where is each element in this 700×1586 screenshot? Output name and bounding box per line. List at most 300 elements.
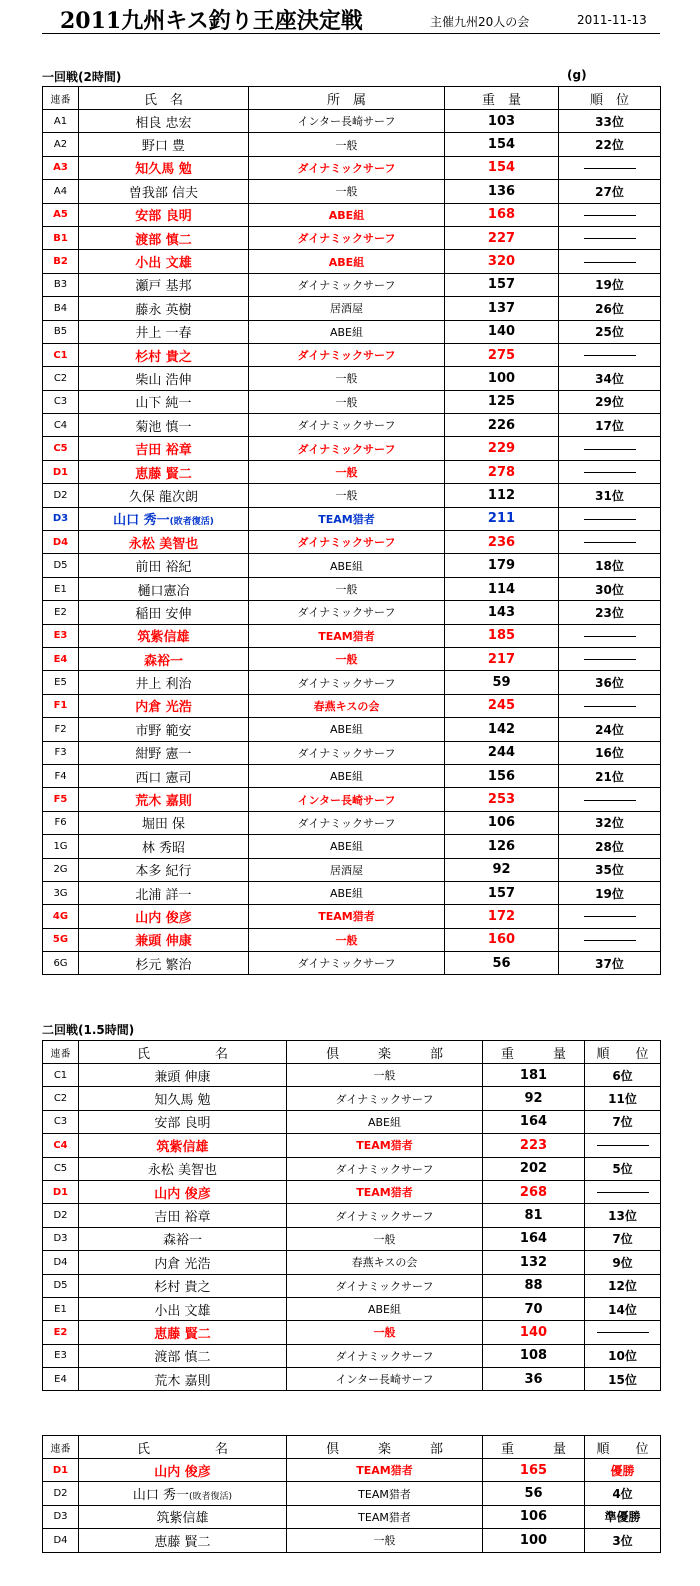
rank-cell [585,1321,661,1344]
entrant-name [79,460,249,483]
entrant-name [79,601,249,624]
entrant-name [79,694,249,717]
club-name: ダイナミックサーフ [287,1157,483,1180]
entry-number: C1 [43,1064,79,1087]
club-name: ABE組 [287,1297,483,1320]
header-underline [42,33,660,34]
club-name: ABE組 [249,881,445,904]
entry-number: F1 [43,694,79,717]
entry-number: D1 [43,1459,79,1482]
event-date: 2011-11-13 [577,13,647,27]
entrant-name [79,1321,287,1344]
advanced-dash-mark [584,238,636,239]
rank-cell: 12位 [585,1274,661,1297]
advanced-dash-mark [597,1192,649,1193]
entrant-name [79,180,249,203]
rank-cell: 14位 [585,1297,661,1320]
club-name: ダイナミックサーフ [287,1087,483,1110]
club-name: TEAM猎者 [249,624,445,647]
col-group-header: 倶 楽 部 [287,1041,483,1064]
round1-table [42,86,661,975]
club-name: 一般 [249,460,445,483]
col-name-header: 氏 名 [79,1436,287,1459]
table-row [43,741,661,764]
table-row [43,624,661,647]
entrant-name-text: 稲田 安伸 [135,606,192,622]
club-name: ダイナミックサーフ [287,1344,483,1367]
rank-cell [585,1134,661,1157]
entry-number: C3 [43,390,79,413]
repechage-note: (敗者復活) [169,517,214,528]
club-name: 一般 [249,484,445,507]
catch-weight: 278 [445,460,559,483]
table-row [43,437,661,460]
col-no-header: 連番 [43,87,79,110]
table-row [43,718,661,741]
entrant-name-text: 山口 秀一 [132,1488,190,1504]
club-name: TEAM猎者 [287,1482,483,1505]
entry-number: 1G [43,835,79,858]
rank-cell: 28位 [559,835,661,858]
entrant-name [79,507,249,530]
table-row [43,1529,661,1552]
entrant-name-text: 久保 龍次朗 [128,489,199,505]
table-header-row [43,87,661,110]
club-name: ABE組 [249,764,445,787]
entrant-name [79,858,249,881]
entrant-name-text: 瀬戸 基邦 [135,279,192,295]
advanced-dash-mark [584,542,636,543]
catch-weight: 236 [445,531,559,554]
entrant-name [79,624,249,647]
table-row [43,1064,661,1087]
table-row [43,226,661,249]
entrant-name-text: 渡部 慎二 [154,1350,211,1366]
entry-number: A5 [43,203,79,226]
entrant-name [79,1134,287,1157]
entrant-name [79,1482,287,1505]
entrant-name-text: 井上 一春 [135,326,192,342]
table-row [43,343,661,366]
catch-weight: 154 [445,133,559,156]
entrant-name [79,320,249,343]
advanced-dash-mark [584,449,636,450]
entrant-name-text: 曽我部 信夫 [128,185,199,201]
entrant-name-text: 内倉 光浩 [154,1256,211,1272]
rank-cell [559,507,661,530]
entry-number: E4 [43,647,79,670]
rank-cell [559,156,661,179]
entrant-name [79,437,249,460]
rank-cell [559,905,661,928]
entry-number: 6G [43,952,79,975]
rank-cell: 23位 [559,601,661,624]
entry-number: E5 [43,671,79,694]
table-row [43,1180,661,1203]
entrant-name [79,671,249,694]
rank-cell: 6位 [585,1064,661,1087]
catch-weight: 268 [483,1180,585,1203]
entry-number: E3 [43,1344,79,1367]
club-name: 一般 [287,1064,483,1087]
entrant-name-text: 吉田 裕章 [154,1210,211,1226]
entrant-name-text: 内倉 光浩 [135,700,192,716]
entrant-name [79,343,249,366]
table-row [43,764,661,787]
entry-number: A2 [43,133,79,156]
club-name: 一般 [249,577,445,600]
table-row [43,1251,661,1274]
entrant-name-text: 菊池 慎一 [135,419,192,435]
table-row [43,671,661,694]
catch-weight: 202 [483,1157,585,1180]
advanced-dash-mark [584,659,636,660]
rank-cell: 30位 [559,577,661,600]
rank-cell [559,250,661,273]
entry-number: B4 [43,297,79,320]
entry-number: B2 [43,250,79,273]
entrant-name-text: 杉村 貴之 [135,349,192,365]
entrant-name-text: 荒木 嘉則 [135,794,192,810]
catch-weight: 157 [445,881,559,904]
table-row [43,460,661,483]
club-name: 居酒屋 [249,297,445,320]
club-name: ABE組 [249,250,445,273]
advanced-dash-mark [584,636,636,637]
col-group-header: 所 属 [249,87,445,110]
catch-weight: 227 [445,226,559,249]
catch-weight: 136 [445,180,559,203]
entrant-name [79,414,249,437]
club-name: ダイナミックサーフ [249,156,445,179]
entrant-name-text: 山口 秀一 [113,513,170,529]
table-row [43,928,661,951]
entry-number: B3 [43,273,79,296]
entry-number: D2 [43,1204,79,1227]
catch-weight: 88 [483,1274,585,1297]
table-row [43,133,661,156]
catch-weight: 81 [483,1204,585,1227]
club-name: ABE組 [249,320,445,343]
table-row [43,577,661,600]
rank-cell: 29位 [559,390,661,413]
entry-number: E1 [43,1297,79,1320]
entry-number: E4 [43,1368,79,1391]
table-row [43,1110,661,1133]
entrant-name-text: 柴山 浩伸 [135,372,192,388]
entrant-name [79,811,249,834]
col-name-header: 氏 名 [79,87,249,110]
advanced-dash-mark [584,215,636,216]
catch-weight: 181 [483,1064,585,1087]
catch-weight: 70 [483,1297,585,1320]
entrant-name-text: 北浦 詳一 [135,887,192,903]
catch-weight: 275 [445,343,559,366]
rank-cell: 35位 [559,858,661,881]
final-table [42,1435,661,1553]
table-row [43,1344,661,1367]
entrant-name [79,647,249,670]
rank-cell: 優勝 [585,1459,661,1482]
advanced-dash-mark [584,355,636,356]
repechage-note: (敗者復活) [189,1492,233,1503]
rank-cell: 4位 [585,1482,661,1505]
col-no-header: 連番 [43,1436,79,1459]
club-name: ダイナミックサーフ [249,273,445,296]
catch-weight: 132 [483,1251,585,1274]
rank-cell: 準優勝 [585,1505,661,1528]
entrant-name [79,1505,287,1528]
club-name: インター長崎サーフ [249,788,445,811]
entrant-name [79,1204,287,1227]
catch-weight: 245 [445,694,559,717]
entry-number: D4 [43,1251,79,1274]
entrant-name [79,297,249,320]
entrant-name-text: 永松 美智也 [128,536,199,552]
col-weight-header: 重 量 [445,87,559,110]
rank-cell: 11位 [585,1087,661,1110]
rank-cell: 32位 [559,811,661,834]
entrant-name-text: 知久馬 勉 [135,162,192,178]
catch-weight: 106 [483,1505,585,1528]
catch-weight: 126 [445,835,559,858]
entrant-name [79,1180,287,1203]
catch-weight: 92 [483,1087,585,1110]
club-name: TEAM猎者 [287,1505,483,1528]
club-name: ABE組 [249,718,445,741]
table-row [43,273,661,296]
advanced-dash-mark [584,916,636,917]
club-name: ダイナミックサーフ [249,414,445,437]
entrant-name-text: 永松 美智也 [147,1163,218,1179]
entrant-name [79,835,249,858]
catch-weight: 217 [445,647,559,670]
entry-number: C5 [43,437,79,460]
entry-number: C1 [43,343,79,366]
catch-weight: 114 [445,577,559,600]
club-name: ダイナミックサーフ [249,226,445,249]
entrant-name [79,1087,287,1110]
entry-number: F6 [43,811,79,834]
organizer-label: 主催九州20人の会 [430,15,530,29]
entry-number: C4 [43,414,79,437]
weight-unit: (g) [567,68,587,82]
advanced-dash-mark [597,1332,649,1333]
entry-number: D4 [43,1529,79,1552]
entrant-name-text: 相良 忠宏 [135,115,192,131]
entrant-name [79,203,249,226]
club-name: ダイナミックサーフ [249,437,445,460]
col-name-header: 氏 名 [79,1041,287,1064]
col-rank-header: 順 位 [559,87,661,110]
entrant-name-text: 西口 憲司 [135,770,192,786]
entrant-name-text: 渡部 慎二 [135,232,192,248]
rank-cell [559,928,661,951]
club-name: ABE組 [249,554,445,577]
table-row [43,952,661,975]
entrant-name-text: 吉田 裕章 [135,443,192,459]
entrant-name-text: 筑紫信雄 [137,630,190,646]
entrant-name-text: 杉村 貴之 [154,1280,211,1296]
entrant-name [79,718,249,741]
entrant-name [79,1227,287,1250]
entrant-name-text: 兼頭 伸康 [135,934,192,950]
table-row [43,905,661,928]
catch-weight: 100 [483,1529,585,1552]
table-row [43,320,661,343]
table-row [43,858,661,881]
catch-weight: 142 [445,718,559,741]
club-name: 一般 [249,180,445,203]
entry-number: C5 [43,1157,79,1180]
entrant-name-text: 恵藤 賢二 [154,1326,211,1342]
entry-number: C4 [43,1134,79,1157]
entry-number: D2 [43,484,79,507]
catch-weight: 211 [445,507,559,530]
table-row [43,1134,661,1157]
catch-weight: 185 [445,624,559,647]
catch-weight: 36 [483,1368,585,1391]
club-name: TEAM猎者 [249,507,445,530]
table-row [43,1482,661,1505]
entrant-name [79,1064,287,1087]
catch-weight: 137 [445,297,559,320]
entrant-name-text: 恵藤 賢二 [135,466,192,482]
entrant-name [79,367,249,390]
page-header [0,0,700,40]
entrant-name [79,881,249,904]
entry-number: 3G [43,881,79,904]
advanced-dash-mark [597,1145,649,1146]
table-row [43,390,661,413]
table-row [43,1204,661,1227]
entry-number: D3 [43,507,79,530]
entrant-name-text: 安部 良明 [135,209,192,225]
catch-weight: 172 [445,905,559,928]
entrant-name [79,133,249,156]
entry-number: 5G [43,928,79,951]
catch-weight: 100 [445,367,559,390]
table-row [43,1227,661,1250]
round1-label: 一回戦(2時間) [42,70,122,84]
catch-weight: 140 [483,1321,585,1344]
rank-cell [559,694,661,717]
table-row [43,1274,661,1297]
entry-number: 4G [43,905,79,928]
catch-weight: 165 [483,1459,585,1482]
club-name: 居酒屋 [249,858,445,881]
entry-number: A1 [43,110,79,133]
entry-number: F4 [43,764,79,787]
advanced-dash-mark [584,706,636,707]
entrant-name [79,1110,287,1133]
catch-weight: 154 [445,156,559,179]
table-row [43,367,661,390]
table-row [43,647,661,670]
entry-number: E2 [43,1321,79,1344]
rank-cell: 16位 [559,741,661,764]
table-row [43,554,661,577]
catch-weight: 164 [483,1110,585,1133]
entry-number: A4 [43,180,79,203]
club-name: ダイナミックサーフ [249,601,445,624]
rank-cell: 3位 [585,1529,661,1552]
club-name: ダイナミックサーフ [249,741,445,764]
catch-weight: 244 [445,741,559,764]
entrant-name-text: 井上 利治 [135,677,192,693]
advanced-dash-mark [584,472,636,473]
club-name: 一般 [287,1321,483,1344]
entrant-name [79,156,249,179]
entrant-name [79,250,249,273]
entrant-name [79,1274,287,1297]
table-row [43,1087,661,1110]
col-no-header: 連番 [43,1041,79,1064]
rank-cell [559,437,661,460]
entrant-name [79,1157,287,1180]
table-row [43,835,661,858]
rank-cell: 10位 [585,1344,661,1367]
club-name: 一般 [249,647,445,670]
entrant-name-text: 本多 紀行 [135,864,192,880]
table-row [43,881,661,904]
table-row [43,156,661,179]
table-row [43,1157,661,1180]
table-row [43,110,661,133]
rank-cell: 36位 [559,671,661,694]
entry-number: F2 [43,718,79,741]
rank-cell: 34位 [559,367,661,390]
entry-number: D5 [43,1274,79,1297]
entrant-name [79,554,249,577]
entrant-name-text: 藤永 英樹 [135,302,192,318]
entrant-name-text: 山内 俊彦 [135,910,192,926]
entrant-name-text: 筑紫信雄 [156,1511,209,1527]
entrant-name-text: 紺野 憲一 [135,747,192,763]
rank-cell: 19位 [559,273,661,296]
catch-weight: 160 [445,928,559,951]
club-name: ダイナミックサーフ [287,1204,483,1227]
rank-cell: 7位 [585,1110,661,1133]
entrant-name [79,531,249,554]
advanced-dash-mark [584,519,636,520]
entrant-name-text: 林 秀昭 [141,840,186,856]
catch-weight: 253 [445,788,559,811]
table-row [43,1368,661,1391]
rank-cell [559,624,661,647]
entrant-name [79,390,249,413]
catch-weight: 168 [445,203,559,226]
catch-weight: 106 [445,811,559,834]
entrant-name-text: 堀田 保 [141,817,186,833]
catch-weight: 92 [445,858,559,881]
entrant-name [79,1529,287,1552]
catch-weight: 56 [445,952,559,975]
advanced-dash-mark [584,800,636,801]
entry-number: D4 [43,531,79,554]
rank-cell: 7位 [585,1227,661,1250]
table-row [43,811,661,834]
table-row [43,1321,661,1344]
entrant-name [79,1459,287,1482]
catch-weight: 108 [483,1344,585,1367]
rank-cell: 13位 [585,1204,661,1227]
entrant-name-text: 市野 範安 [135,723,192,739]
rank-cell: 26位 [559,297,661,320]
entry-number: B1 [43,226,79,249]
catch-weight: 229 [445,437,559,460]
catch-weight: 157 [445,273,559,296]
